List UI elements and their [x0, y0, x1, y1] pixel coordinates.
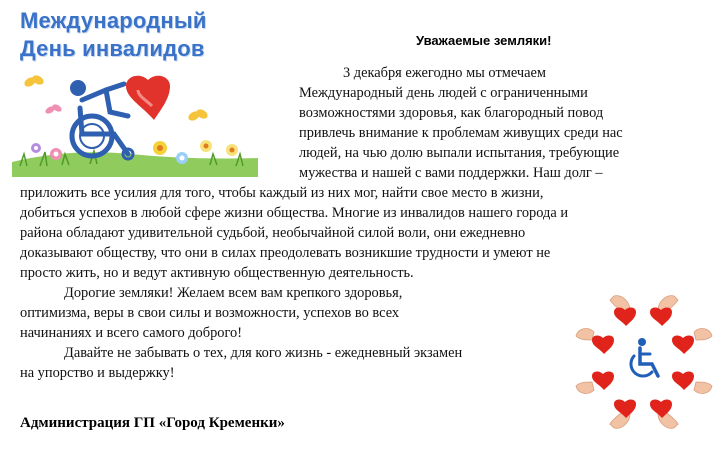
letter-line: приложить все усилия для того, чтобы каждый из них мог, найти свое место в жизни, — [20, 185, 544, 201]
flower-icon — [200, 140, 212, 152]
heart-icon — [592, 372, 614, 390]
letter-greeting: Уважаемые земляки! — [416, 33, 552, 48]
heart-icon — [614, 400, 636, 418]
letter-line: добиться успехов в любой сфере жизни общества. Многие из инвалидов нашего города и — [20, 205, 569, 221]
flower-icon — [153, 141, 167, 155]
hand-icon — [576, 329, 594, 340]
letter-line: Дорогие земляки! Желаем всем вам крепкого здоровья, — [64, 285, 403, 301]
heart-icon — [592, 336, 614, 354]
letter-line: мужества и нашей с вами поддержки. Наш долг – — [299, 165, 603, 181]
letter-line: просто жить, но и ведут активную общественную деятельность. — [20, 265, 414, 281]
hands-hearts-illustration — [574, 292, 714, 432]
flower-icon — [176, 152, 188, 164]
heart-icon — [126, 76, 170, 120]
butterfly-icon — [187, 108, 209, 123]
letter-line: людей, на чью долю выпали испытания, требующие — [299, 145, 620, 161]
logo-title-line2: День инвалидов — [20, 36, 205, 61]
hand-icon — [694, 382, 712, 393]
heart-icon — [614, 308, 636, 326]
butterfly-icon — [23, 74, 45, 89]
letter-signature: Администрация ГП «Город Кременки» — [20, 415, 285, 431]
letter-line: оптимизма, веры в свои силы и возможности, успехов во всех — [20, 305, 400, 321]
logo-title-line1: Международный — [20, 8, 207, 33]
letter-line: 3 декабря ежегодно мы отмечаем — [343, 65, 546, 81]
flower-icon — [50, 148, 62, 160]
heart-icon — [650, 308, 672, 326]
heart-icon — [672, 336, 694, 354]
hand-icon — [694, 329, 712, 340]
wheelchair-heart-illustration — [10, 62, 260, 177]
day-logo — [0, 0, 280, 180]
hand-icon — [576, 382, 594, 393]
letter-line: Давайте не забывать о тех, для кого жизнь - ежедневный экзамен — [64, 345, 463, 361]
letter-line: Международный день людей с ограниченными — [299, 85, 588, 101]
flower-icon — [31, 143, 41, 153]
accessibility-symbol-icon — [631, 338, 658, 376]
heart-icon — [672, 372, 694, 390]
letter-line: привлечь внимание к проблемам живущих среди нас — [299, 125, 623, 141]
letter-line: района обладают удивительной судьбой, необычайной силой воли, они ежедневно — [20, 225, 526, 241]
flower-icon — [226, 144, 238, 156]
letter-line: на упорство и выдержку! — [20, 365, 175, 381]
letter-line: начинаниях и всего самого доброго! — [20, 325, 242, 341]
butterfly-icon — [44, 103, 63, 115]
grass-shape — [12, 152, 258, 177]
figure-head-icon — [70, 80, 86, 96]
letter-line: возможностями здоровья, как благородный повод — [299, 105, 604, 121]
letter-line: доказывают обществу, что они в силах преодолевать возникшие трудности и умеют не — [20, 245, 551, 261]
